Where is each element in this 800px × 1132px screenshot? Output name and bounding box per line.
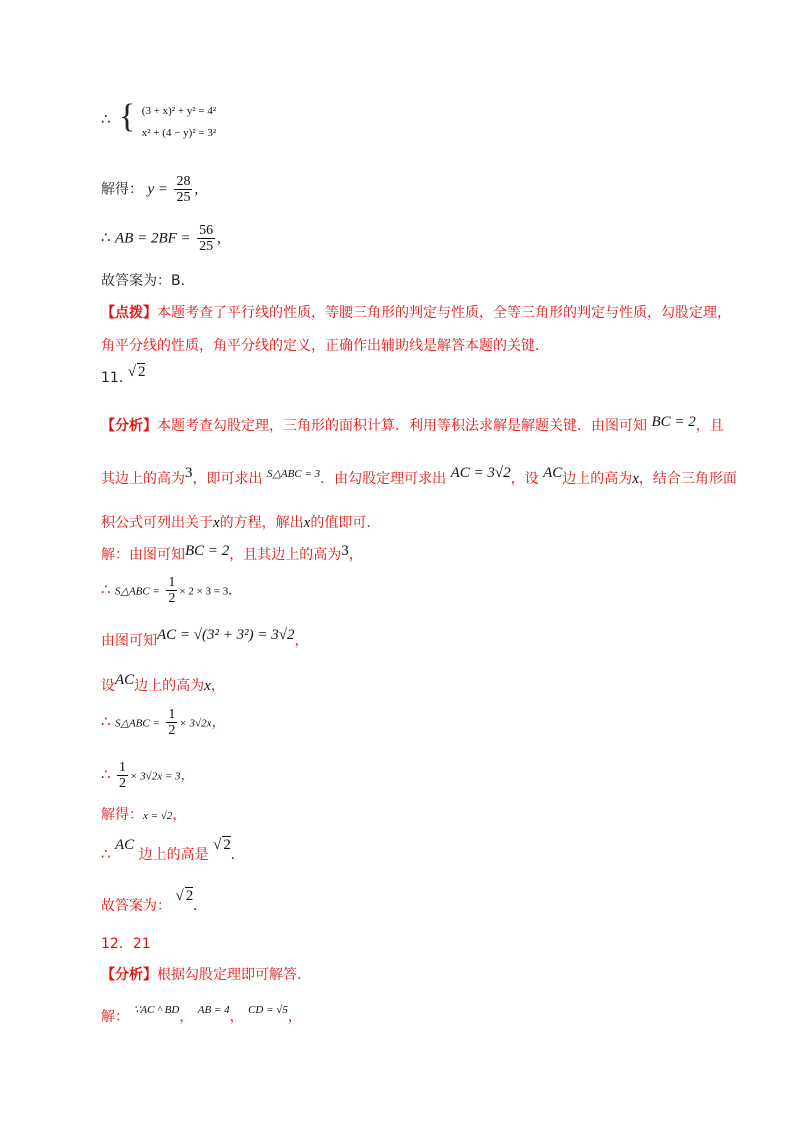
- solution-11-line-3: 由图可知AC = √(3² + 3²) = 3√2，: [101, 627, 309, 649]
- question-12: 12．21: [101, 936, 151, 952]
- therefore-symbol: ∴: [101, 228, 111, 247]
- solution-11-line-7: 解得：x = √2，: [101, 807, 187, 823]
- analysis-11-line-2: 其边上的高为3，即可求出 $^{S\triangle ABC = 3}$．由勾股定理可求出 AC = 3√2，设 AC边上的高为x，结合三角形面: [101, 465, 737, 487]
- solve-label: 解得：: [101, 181, 143, 198]
- solution-11-line-8: ∴ AC 边上的高是 √ 2.: [101, 837, 235, 863]
- solution-12-line-1: 解： ∵AC ^ BD， AB = 4， CD = √5，: [101, 1004, 302, 1025]
- comment-line-2: 角平分线的性质，角平分线的定义，正确作出辅助线是解答本题的关键.: [101, 338, 540, 354]
- question-11: [101, 363, 146, 386]
- brace-icon: {: [119, 98, 136, 135]
- solution-11-line-1: 解：由图可知BC = 2，且其边上的高为3，: [101, 543, 363, 563]
- solution-11-line-2: ∴ S△ABC = $\frac{1}{2}$ × 2 × 3 = 3.: [101, 575, 232, 606]
- answer-line: 故答案为：B.: [101, 273, 186, 289]
- fraction: $\frac{56}{25}$: [199, 223, 214, 254]
- solution-11-line-5: ∴ S△ABC = $\frac{1}{2}$ × 3√2x，: [101, 707, 226, 738]
- solution-11-line-9: 故答案为： √ 2.: [101, 888, 197, 914]
- solution-11-line-6: ∴ $\frac{1}{2}$ × 3√2x = 3，: [101, 760, 195, 791]
- answer-value: √ 2: [127, 364, 146, 380]
- equation-line-1: (3 + x)² + y² = 4²: [141, 105, 217, 117]
- solution-11-line-4: 设AC边上的高为x，: [101, 672, 225, 694]
- analysis-12: 【分析】根据勾股定理即可解答.: [101, 967, 302, 983]
- comment-line-1: 【点拨】本题考查了平行线的性质，等腰三角形的判定与性质，全等三角形的判定与性质，勾股定理，: [101, 305, 731, 321]
- solve-y-line: 解得： y = $\frac{28}{25}$ ,: [101, 174, 199, 205]
- equation-line-2: x² + (4 − y)² = 3²: [141, 127, 217, 139]
- equation-system: [101, 100, 216, 144]
- solve-lhs: y =: [147, 181, 168, 198]
- analysis-tag: 【分析】: [101, 418, 157, 434]
- analysis-11-line-3: 积公式可列出关于x的方程，解出x的值即可.: [101, 515, 371, 531]
- analysis-11-line-1: 【分析】本题考查勾股定理，三角形的面积计算．利用等积法求解是解题关键．由图可知 BC = 2，且: [101, 414, 724, 434]
- ab-line: ∴ AB = 2BF = $\frac{56}{25}$ ,: [101, 223, 221, 254]
- therefore-symbol: ∴: [101, 110, 111, 128]
- fraction: $\frac{28}{25}$: [176, 174, 191, 205]
- question-number: 11.: [101, 370, 124, 386]
- ab-lhs: AB = 2BF =: [115, 230, 191, 247]
- comment-tag: 【点拨】: [101, 305, 157, 321]
